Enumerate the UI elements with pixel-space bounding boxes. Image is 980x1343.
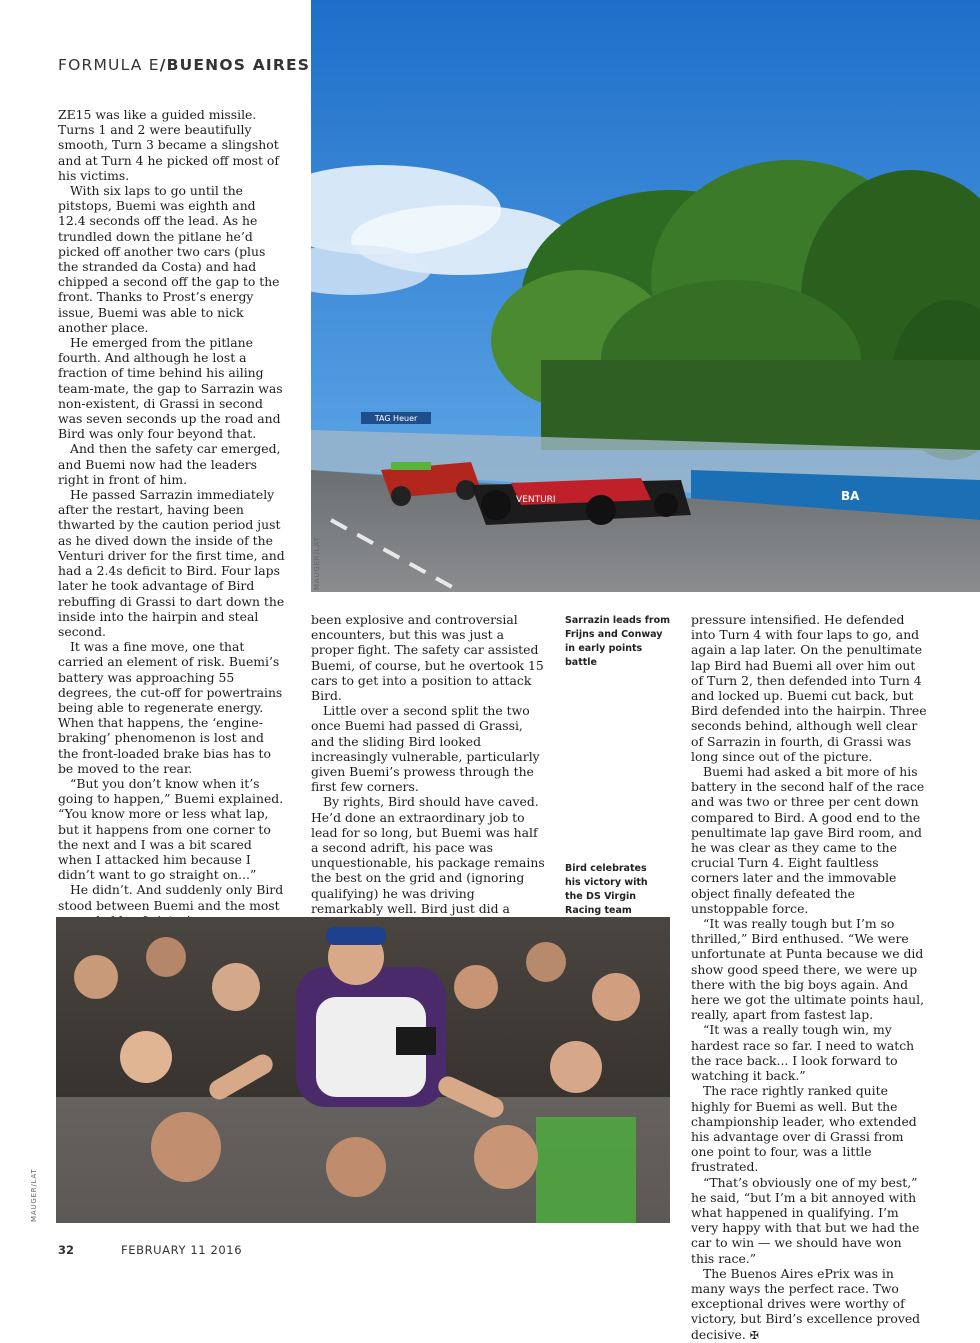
paragraph: pressure intensified. He defended into Turn 4 with four laps to go, and again a lap later. On the penultimate lap Bird had Buemi all over him out of Turn 2, then defended into Turn 4 and locked up. Buemi cut back, but Bird defended into the hairpin. Three seconds behind, although well clear of Sarrazin in fourth, di Grassi was long since out of the picture. bbox=[691, 612, 927, 764]
article-column-1 bbox=[58, 107, 286, 1028]
section-header bbox=[58, 56, 310, 74]
end-mark-icon: ✠ bbox=[749, 1328, 759, 1342]
paragraph bbox=[691, 1266, 928, 1343]
paragraph: And then the safety car emerged, and Buemi now had the leaders right in front of him. bbox=[58, 441, 281, 487]
section-name: FORMULA E bbox=[58, 56, 160, 74]
paragraph: He emerged from the pitlane fourth. And although he lost a fraction of time behind his ailing team-mate, the gap to Sarrazin was non-existent, di Grassi in second was seven seconds up the road and Bird was only four beyond that. bbox=[58, 335, 283, 442]
celebration-photo-illustration bbox=[56, 917, 670, 1223]
banner-text: TAG Heuer bbox=[374, 414, 418, 423]
race-photo-illustration bbox=[311, 0, 980, 592]
paragraph: been explosive and controversial encounters, but this was just a proper fight. The safety car assisted Buemi, of course, but he overtook 15 cars to get into a position to attack Bird. bbox=[311, 612, 544, 704]
celebration-photo bbox=[56, 917, 670, 1223]
paragraph: It was a fine move, one that carried an element of risk. Buemi’s battery was approaching 55 degrees, the cut-off for powertrains being able to regenerate energy. When that happens, the ‘engine-braking’ phenomenon is lost and the front-loaded brake bias has to be moved to the rear. bbox=[58, 639, 283, 776]
paragraph: He passed Sarrazin immediately after the restart, having been thwarted by the caution period just as he dived down the inside of the Venturi driver for the first time, and had a 2.4s deficit to Bird. Four laps later he took advantage of Bird rebuffing di Grassi to dart down the inside into the hairpin and steal second. bbox=[58, 487, 285, 639]
section-location: BUENOS AIRES bbox=[166, 56, 311, 74]
paragraph: “It was really tough but I’m so thrilled,” Bird enthused. “We were unfortunate at Punta because we did show good speed there, we were up there with the big boys again. And here we got the ultimate points haul, really, apart from fastest lap. bbox=[691, 916, 925, 1023]
paragraph: By rights, Bird should have caved. He’d done an extraordinary job to lead for so long, but Buemi was half a second adrift, his pace was unquestionable, his package remains the best on the grid and (ignoring qualifying) he was driving remarkably well. Bird just did a bbox=[311, 794, 545, 916]
paragraph: He didn’t. And suddenly only Bird stood between Buemi and the most bbox=[58, 882, 284, 913]
article-column-4 bbox=[691, 612, 928, 1343]
paragraph: “That’s obviously one of my best,” he said, “but I’m a bit annoyed with what happened in qualifying. I’m very happy with that but we had the car to win — we should have won this race.” bbox=[691, 1174, 920, 1266]
race-photo bbox=[311, 0, 980, 592]
issue-date: FEBRUARY 11 2016 bbox=[121, 1243, 243, 1257]
paragraph: ZE15 was like a guided missile. Turns 1 and 2 were beautifully smooth, Turn 3 became a slingshot and at Turn 4 he picked off most of his victims. bbox=[58, 107, 279, 183]
paragraph: Little over a second split the two once Buemi had passed di Grassi, and the sliding Bird looked increasingly vulnerable, particularly given Buemi’s prowess through the first few corners. bbox=[311, 703, 540, 795]
paragraph: “But you don’t know when it’s going to happen,” Buemi explained. “You know more or less what lap, but it happens from one corner to the next and I was a bit scared when I attacked him because I didn’t want to go straight on...” bbox=[58, 775, 284, 883]
paragraph: Buemi had asked a bit more of his battery in the second half of the race and was two or three per cent down compared to Bird. A good end to the penultimate lap gave Bird room, and he was clear as they came to the crucial Turn 4. Eight faultless corners later and the immovable object finally defeated the unstoppable force. bbox=[691, 764, 925, 916]
section-separator: / bbox=[159, 56, 167, 74]
race-photo-credit: MAUGER/LAT bbox=[313, 536, 321, 590]
paragraph: With six laps to go until the pitstops, Buemi was eighth and 12.4 seconds off the lead. As he trundled down the pitlane he’d picked off another two cars (plus the stranded da Costa) and had chipped a second off the gap to the front. Thanks to Prost’s energy issue, Buemi was able to nick another place. bbox=[58, 183, 280, 335]
board-text: BA bbox=[841, 489, 860, 503]
paragraph: “It was a really tough win, my hardest race so far. I need to watch the race back... I look forward to watching it back.” bbox=[691, 1022, 915, 1084]
celebration-photo-credit: MAUGER/LAT bbox=[30, 1168, 38, 1222]
photo-caption-bottom: Bird celebrates his victory with the DS Virgin Racing team bbox=[565, 863, 648, 916]
photo-caption-top: Sarrazin leads from Frijns and Conway in early points battle bbox=[565, 615, 671, 668]
final-paragraph-text: The Buenos Aires ePrix was in many ways the perfect race. Two exceptional drives were worthy of victory, but Bird’s excellence proved decisive. bbox=[691, 1265, 921, 1342]
page-number: 32 bbox=[58, 1243, 75, 1257]
car-text: VENTURI bbox=[516, 495, 556, 505]
paragraph: The race rightly ranked quite highly for Buemi as well. But the championship leader, who extended his advantage over di Grassi from one point to four, was a little frustrated. bbox=[691, 1083, 917, 1175]
